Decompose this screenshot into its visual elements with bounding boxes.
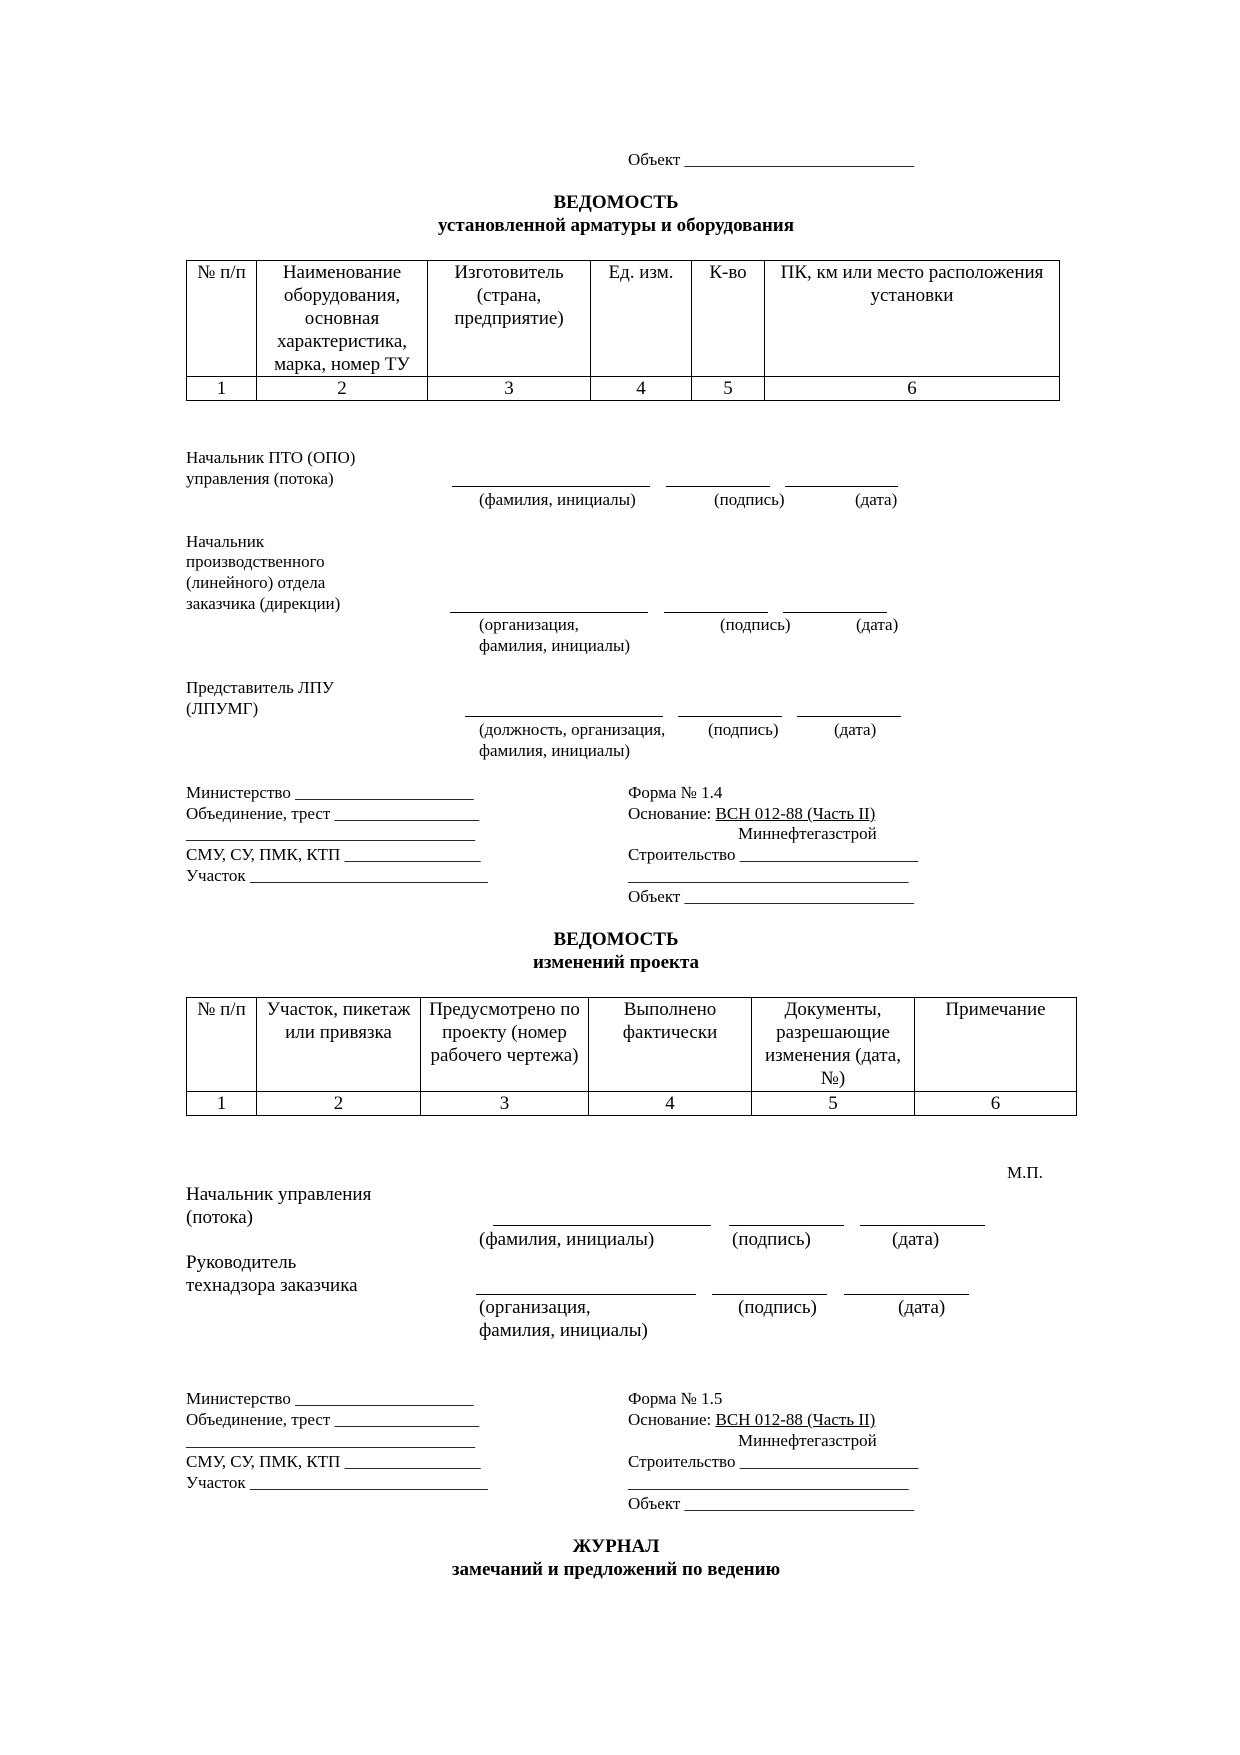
signer-role-line: технадзора заказчика [186,1275,358,1296]
form-number: Форма № 1.4 [628,783,723,802]
caption-date: (дата) [834,720,877,739]
doc-subtitle: замечаний и предложений по ведению [451,1559,781,1580]
column-number: 4 [589,1092,752,1116]
table-header-cell: № п/п [187,998,257,1092]
caption-name: фамилия, инициалы) [479,1320,648,1341]
caption-name: (фамилия, инициалы) [479,1229,655,1250]
date-line [844,1294,969,1295]
signer-role-line: (потока) [186,1207,254,1228]
blank-field: __________________________________ [186,824,475,843]
table-header-cell: Участок, пикетаж или привязка [257,998,421,1092]
blank-field: _________________________________ [628,1473,909,1492]
signature-line [666,486,770,487]
table-header-cell: № п/п [187,261,257,377]
smu-field: СМУ, СУ, ПМК, КТП ________________ [186,1452,481,1471]
table-header-cell: Предусмотрено по проекту (номер рабочего чертежа) [421,998,589,1092]
column-number: 1 [187,1092,257,1116]
doc-subtitle: изменений проекта [532,952,700,973]
column-number: 6 [915,1092,1077,1116]
table-header-cell: Ед. изм. [591,261,692,377]
table-header-cell: К-во [692,261,765,377]
date-line [797,716,901,717]
column-number: 5 [752,1092,915,1116]
signer-role-line: (ЛПУМГ) [186,699,259,718]
doc-title: ВЕДОМОСТЬ [553,929,679,950]
caption-name: (фамилия, инициалы) [479,490,636,509]
signer-role-line: Начальник [186,532,265,551]
caption-name: (организация, [479,615,579,634]
construction-field: Строительство _____________________ [628,845,919,864]
column-number: 5 [692,377,765,401]
signature-line [678,716,782,717]
caption-name: (должность, организация, [479,720,666,739]
doc-title: ВЕДОМОСТЬ [553,192,679,213]
table-header-cell: Выполнено фактически [589,998,752,1092]
signer-role-line: Начальник ПТО (ОПО) [186,448,356,467]
basis-field [628,804,875,824]
basis-label: Основание: [628,1410,716,1429]
table-header-cell: Документы, разрешающие изменения (дата, №) [752,998,915,1092]
signature-line [729,1225,844,1226]
table-header-cell: Изготовитель (страна, предприятие) [428,261,591,377]
name-line [452,486,650,487]
signer-role-line: Руководитель [186,1252,297,1273]
table-header-cell: Примечание [915,998,1077,1092]
table-header-cell: Наименование оборудования, основная характеристика, марка, номер ТУ [257,261,428,377]
column-number: 2 [257,377,428,401]
equipment-table [186,260,1060,401]
caption-name: (организация, [479,1297,591,1318]
caption-signature: (подпись) [714,490,785,509]
caption-signature: (подпись) [738,1297,817,1318]
object-field: Объект ___________________________ [628,1494,915,1513]
column-number: 6 [765,377,1060,401]
ministry-field: Министерство _____________________ [186,783,474,802]
association-field: Объединение, трест _________________ [186,804,480,823]
signer-role-line: управления (потока) [186,469,334,488]
basis-label: Основание: [628,804,716,823]
signature-line [664,612,768,613]
ministry-field: Министерство _____________________ [186,1389,474,1408]
caption-signature: (подпись) [720,615,791,634]
doc-title: ЖУРНАЛ [572,1536,660,1557]
basis-reference: ВСН 012-88 (Часть II) [715,1410,876,1429]
column-number: 3 [428,377,591,401]
date-line [860,1225,985,1226]
basis-reference: ВСН 012-88 (Часть II) [715,804,876,823]
name-line [476,1294,696,1295]
date-line [785,486,898,487]
column-number: 3 [421,1092,589,1116]
column-number: 4 [591,377,692,401]
blank-field: _________________________________ [628,866,909,885]
name-line [450,612,648,613]
association-field: Объединение, трест _________________ [186,1410,480,1429]
signer-role-line: (линейного) отдела [186,573,326,592]
date-line [783,612,887,613]
table-header-cell: ПК, км или место расположения установки [765,261,1060,377]
column-number: 1 [187,377,257,401]
caption-signature: (подпись) [708,720,779,739]
blank-field: __________________________________ [186,1431,475,1450]
signer-role-line: заказчика (дирекции) [186,594,341,613]
basis-field [628,1410,875,1430]
form-number: Форма № 1.5 [628,1389,723,1408]
name-line [493,1225,711,1226]
column-number: 2 [257,1092,421,1116]
smu-field: СМУ, СУ, ПМК, КТП ________________ [186,845,481,864]
signer-role-line: Начальник управления [186,1184,372,1205]
caption-date: (дата) [892,1229,940,1250]
ministry-name: Миннефтегазстрой [738,1431,877,1450]
caption-date: (дата) [856,615,899,634]
object-field: Объект ___________________________ [628,150,915,169]
signer-role-line: производственного [186,552,325,571]
site-field: Участок ____________________________ [186,866,488,885]
changes-table [186,997,1077,1116]
site-field: Участок ____________________________ [186,1473,488,1492]
doc-subtitle: установленной арматуры и оборудования [437,215,795,236]
stamp-place: М.П. [1007,1163,1043,1182]
caption-date: (дата) [898,1297,946,1318]
name-line [465,716,663,717]
caption-name: фамилия, инициалы) [479,636,631,655]
caption-signature: (подпись) [732,1229,811,1250]
object-field: Объект ___________________________ [628,887,915,906]
ministry-name: Миннефтегазстрой [738,824,877,843]
signature-line [712,1294,827,1295]
caption-name: фамилия, инициалы) [479,741,631,760]
construction-field: Строительство _____________________ [628,1452,919,1471]
caption-date: (дата) [855,490,898,509]
signer-role-line: Представитель ЛПУ [186,678,334,697]
